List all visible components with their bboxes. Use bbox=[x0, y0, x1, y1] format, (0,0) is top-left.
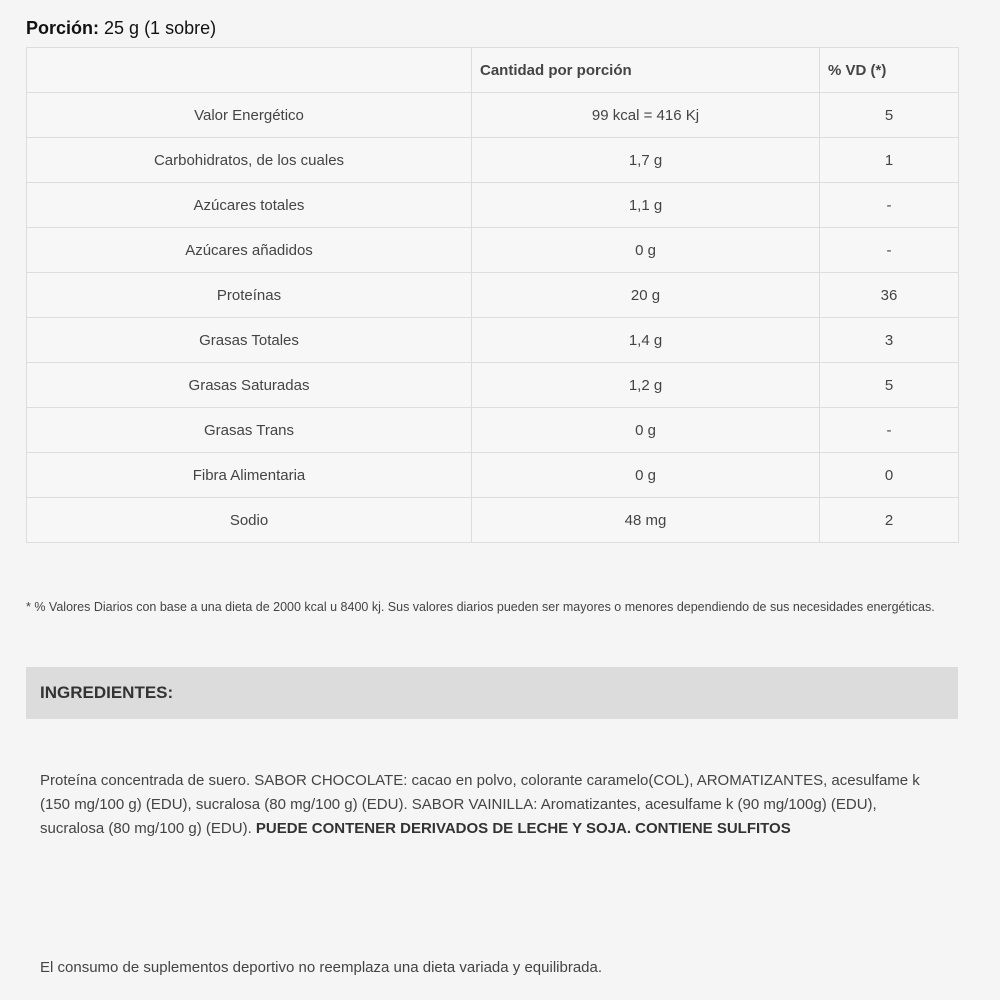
nutrient-daily-value: - bbox=[820, 228, 959, 273]
nutrient-quantity: 1,1 g bbox=[472, 183, 820, 228]
nutrient-name: Grasas Totales bbox=[27, 318, 472, 363]
column-header-quantity: Cantidad por porción bbox=[472, 48, 820, 93]
nutrition-table bbox=[26, 47, 959, 543]
ingredients-list: Proteína concentrada de suero. SABOR CHOCOLATE: cacao en polvo, colorante caramelo(COL), AROMATIZANTES, acesulfame k (150 mg/100 g) (EDU), sucralosa (80 mg/100 g) (EDU). SABOR VAINILLA: Aromatizantes, acesulfame k (90 mg/100g) (EDU), sucralosa (80 mg/100 g) (EDU). bbox=[40, 772, 920, 837]
nutrient-name: Sodio bbox=[27, 498, 472, 543]
nutrient-quantity: 20 g bbox=[472, 273, 820, 318]
table-header-row bbox=[27, 48, 959, 93]
nutrient-daily-value: 3 bbox=[820, 318, 959, 363]
ingredients-heading-bar bbox=[26, 667, 958, 719]
nutrient-name: Grasas Saturadas bbox=[27, 363, 472, 408]
nutrient-quantity: 0 g bbox=[472, 408, 820, 453]
portion-size bbox=[26, 18, 216, 39]
table-row bbox=[27, 363, 959, 408]
nutrient-daily-value: 5 bbox=[820, 93, 959, 138]
nutrient-daily-value: 0 bbox=[820, 453, 959, 498]
nutrient-quantity: 48 mg bbox=[472, 498, 820, 543]
ingredients-text bbox=[40, 769, 920, 841]
allergen-warning: PUEDE CONTENER DERIVADOS DE LECHE Y SOJA. CONTIENE SULFITOS bbox=[255, 820, 791, 837]
portion-label: Porción: bbox=[26, 18, 100, 38]
nutrient-name: Carbohidratos, de los cuales bbox=[27, 138, 472, 183]
nutrient-quantity: 99 kcal = 416 Kj bbox=[472, 93, 820, 138]
nutrient-quantity: 1,2 g bbox=[472, 363, 820, 408]
nutrient-daily-value: - bbox=[820, 183, 959, 228]
nutrient-name: Azúcares añadidos bbox=[27, 228, 472, 273]
nutrient-daily-value: 36 bbox=[820, 273, 959, 318]
table-row bbox=[27, 318, 959, 363]
nutrient-daily-value: 1 bbox=[820, 138, 959, 183]
table-row bbox=[27, 93, 959, 138]
table-row bbox=[27, 408, 959, 453]
ingredients-title: INGREDIENTES: bbox=[40, 683, 174, 702]
nutrient-quantity: 1,7 g bbox=[472, 138, 820, 183]
table-row bbox=[27, 228, 959, 273]
table-row bbox=[27, 273, 959, 318]
nutrient-name: Proteínas bbox=[27, 273, 472, 318]
nutrient-quantity: 0 g bbox=[472, 228, 820, 273]
nutrient-name: Grasas Trans bbox=[27, 408, 472, 453]
nutrient-name: Valor Energético bbox=[27, 93, 472, 138]
portion-value: 25 g (1 sobre) bbox=[104, 18, 217, 38]
column-header-nutrient bbox=[27, 48, 472, 93]
nutrient-daily-value: 2 bbox=[820, 498, 959, 543]
table-row bbox=[27, 498, 959, 543]
supplement-disclaimer: El consumo de suplementos deportivo no reemplaza una dieta variada y equilibrada. bbox=[40, 959, 603, 976]
nutrient-quantity: 1,4 g bbox=[472, 318, 820, 363]
daily-value-footnote: * % Valores Diarios con base a una dieta de 2000 kcal u 8400 kj. Sus valores diarios pueden ser mayores o menores dependiendo de sus necesidades energéticas. bbox=[26, 600, 935, 614]
table-row bbox=[27, 183, 959, 228]
table-row bbox=[27, 453, 959, 498]
nutrient-name: Azúcares totales bbox=[27, 183, 472, 228]
nutrient-quantity: 0 g bbox=[472, 453, 820, 498]
nutrient-daily-value: 5 bbox=[820, 363, 959, 408]
column-header-daily-value: % VD (*) bbox=[820, 48, 959, 93]
nutrient-name: Fibra Alimentaria bbox=[27, 453, 472, 498]
table-row bbox=[27, 138, 959, 183]
nutrient-daily-value: - bbox=[820, 408, 959, 453]
